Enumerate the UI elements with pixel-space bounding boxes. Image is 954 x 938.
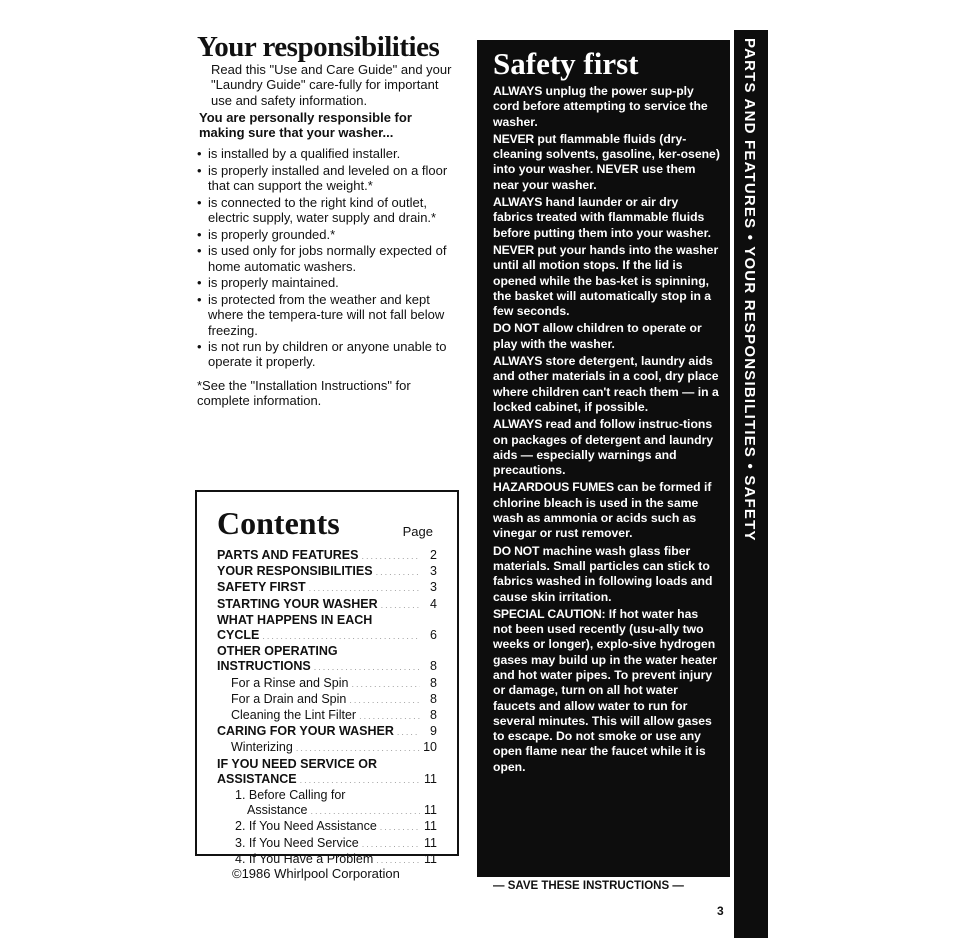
safety-keyword: NEVER (493, 242, 534, 257)
contents-title: Contents (217, 505, 340, 541)
toc-entry (217, 644, 437, 659)
safety-keyword: HAZARDOUS FUMES (493, 480, 614, 495)
toc-entry-page: 11 (424, 819, 437, 834)
toc-entry (217, 564, 437, 580)
toc-entry-page: 10 (423, 740, 437, 755)
safety-paragraph (493, 195, 720, 241)
toc-entry (217, 708, 437, 724)
toc-entry-page: 11 (424, 851, 437, 866)
toc-entry-page: 8 (430, 708, 437, 723)
responsibilities-section (197, 62, 459, 408)
toc-entry-page: 8 (430, 659, 437, 674)
toc-entry-page: 11 (424, 803, 437, 818)
safety-text: put flammable fluids (dry-cleaning solvents, gasoline, ker-osene) into your washer. NEVER use them near your washer. (493, 131, 720, 192)
installation-footnote: *See the "Installation Instructions" for complete information. (197, 377, 411, 409)
toc-entry (217, 580, 437, 596)
responsibility-item: • is not run by children or anyone unable to operate it properly. (197, 339, 459, 370)
safety-paragraph (493, 607, 720, 775)
contents-page-label: Page (402, 524, 433, 539)
safety-keyword: ALWAYS (493, 354, 543, 369)
toc-entry-page: 11 (424, 771, 437, 786)
responsibility-item: • is used only for jobs normally expected of home automatic washers. (197, 243, 459, 274)
page-number: 3 (717, 904, 724, 918)
safety-paragraph (493, 417, 720, 478)
safety-text: store detergent, laundry aids and other materials in a cool, dry place where children can't reach them — in a locked cabinet, if possible. (493, 354, 719, 414)
toc-entry-title: For a Drain and Spin (231, 691, 347, 706)
toc-entry (217, 788, 437, 803)
safety-text: unplug the power sup-ply cord before attempting to service the washer. (493, 84, 708, 129)
toc-entry-title: SAFETY FIRST (217, 580, 306, 595)
toc-entry-title: IF YOU NEED SERVICE OR (217, 756, 377, 771)
responsibility-item: • is properly grounded.* (197, 227, 459, 242)
toc-leader-dots (380, 820, 420, 835)
safety-paragraph (493, 480, 720, 541)
safety-text: put your hands into the washer until all motion stops. If the lid is opened while the bas-ket is spinning, the basket will automatically stop in a few seconds. (493, 242, 719, 319)
toc-entry (217, 819, 437, 835)
responsibility-item: • is properly installed and leveled on a floor that can support the weight.* (197, 163, 459, 194)
toc-entry (217, 676, 437, 692)
toc-entry-title: For a Rinse and Spin (231, 675, 349, 690)
toc-entry (217, 772, 437, 788)
toc-leader-dots (262, 629, 420, 644)
copyright-notice: ©1986 Whirlpool Corporation (232, 866, 400, 881)
toc-leader-dots (300, 773, 420, 788)
safety-keyword: DO NOT (493, 543, 540, 558)
toc-entry-title: 1. Before Calling for (235, 788, 346, 803)
toc-entry-title: PARTS AND FEATURES (217, 548, 359, 562)
toc-entry-page: 2 (430, 548, 437, 562)
toc-entry-title: 4. If You Have a Problem (235, 851, 374, 866)
toc-entry-title: OTHER OPERATING (217, 644, 338, 659)
toc-leader-dots (296, 741, 420, 756)
section-side-tab (734, 30, 768, 938)
contents-box (195, 490, 459, 866)
responsibility-item: • is installed by a qualified installer. (197, 146, 459, 161)
safety-instructions (493, 84, 720, 775)
toc-entry-title: YOUR RESPONSIBILITIES (217, 564, 373, 579)
safety-keyword: ALWAYS (493, 84, 543, 98)
safety-text: read and follow instruc-tions on packages of detergent and laundry aids — especially warnings and precautions. (493, 417, 714, 478)
toc-entry-page: 9 (430, 724, 437, 739)
toc-entry (217, 659, 437, 675)
safety-paragraph (493, 544, 720, 605)
side-tab-label: PARTS AND FEATURES • YOUR RESPONSIBILITIES • SAFETY (741, 38, 758, 542)
safety-text: hand launder or air dry fabrics treated with flammable fluids before putting them into your washer. (493, 195, 712, 240)
safety-title: Safety first (493, 46, 639, 81)
safety-paragraph (493, 84, 720, 130)
responsibilities-list (197, 146, 459, 369)
toc-leader-dots (349, 693, 420, 708)
toc-entry (217, 803, 437, 819)
toc-leader-dots (309, 581, 420, 596)
toc-entry (217, 692, 437, 708)
toc-leader-dots (397, 725, 420, 740)
toc-entry (217, 613, 437, 628)
toc-entry (217, 724, 437, 740)
toc-entry-title: Assistance (247, 803, 308, 818)
responsibilities-title: Your responsibilities (197, 31, 440, 63)
safety-keyword: DO NOT (493, 321, 540, 336)
toc-leader-dots (361, 549, 420, 564)
toc-entry (217, 757, 437, 772)
table-of-contents (217, 548, 437, 868)
toc-entry (217, 548, 437, 564)
toc-entry-page: 3 (430, 564, 437, 579)
toc-entry-title: Winterizing (231, 740, 293, 755)
responsibilities-lead: You are personally responsible for making sure that your washer... (199, 109, 412, 141)
toc-entry-page: 6 (430, 628, 437, 643)
toc-entry (217, 740, 437, 756)
toc-entry-title: Cleaning the Lint Filter (231, 708, 357, 723)
toc-entry-page: 8 (430, 675, 437, 690)
toc-entry-title: 2. If You Need Assistance (235, 819, 377, 834)
safety-text: If hot water has not been used recently (usu-ally two weeks or longer), explo-sive hydrogen gases may build up in the water heater and hot water pipes. To prevent injury or damage, turn on all hot water faucets and allow water to run for several minutes. This will allow gases to escape. Do not smoke or use any open flame near the faucet while it is open. (493, 606, 718, 774)
safety-paragraph (493, 132, 720, 193)
toc-leader-dots (314, 660, 420, 675)
toc-entry-title: STARTING YOUR WASHER (217, 596, 378, 611)
toc-entry-title: WHAT HAPPENS IN EACH (217, 612, 373, 627)
toc-leader-dots (359, 709, 420, 724)
toc-entry-title: CYCLE (217, 628, 260, 643)
toc-leader-dots (310, 804, 420, 819)
safety-keyword: SPECIAL CAUTION: (493, 606, 606, 621)
toc-entry-page: 11 (424, 835, 437, 850)
safety-paragraph (493, 321, 720, 352)
toc-leader-dots (376, 565, 420, 580)
toc-leader-dots (362, 837, 420, 852)
toc-entry (217, 597, 437, 613)
responsibility-item: • is connected to the right kind of outlet, electric supply, water supply and drain.* (197, 195, 459, 226)
safety-text: can be formed if chlorine bleach is used in the same wash as ammonia or acids such as vinegar or rust remover. (493, 480, 712, 541)
safety-text: allow children to operate or play with the washer. (493, 321, 702, 351)
toc-entry-page: 4 (430, 596, 437, 611)
safety-keyword: ALWAYS (493, 195, 543, 210)
toc-entry-title: CARING FOR YOUR WASHER (217, 724, 394, 739)
safety-keyword: NEVER (493, 131, 534, 146)
safety-keyword: ALWAYS (493, 417, 543, 432)
safety-text: machine wash glass fiber materials. Small particles can stick to fabrics washed in following loads and cause skin irritation. (493, 543, 713, 604)
safety-paragraph (493, 243, 720, 319)
toc-entry (217, 628, 437, 644)
responsibility-item: • is properly maintained. (197, 275, 459, 290)
responsibility-item: • is protected from the weather and kept where the tempera-ture will not fall below freezing. (197, 292, 459, 338)
toc-entry (217, 836, 437, 852)
toc-leader-dots (351, 677, 420, 692)
toc-entry-title: INSTRUCTIONS (217, 659, 311, 674)
responsibilities-intro: Read this "Use and Care Guide" and your "Laundry Guide" care-fully for important use and safety information. (211, 62, 452, 108)
toc-entry-page: 3 (430, 580, 437, 595)
toc-entry-title: 3. If You Need Service (235, 835, 359, 850)
safety-paragraph (493, 354, 720, 415)
safety-panel (477, 40, 730, 877)
toc-entry-page: 8 (430, 691, 437, 706)
toc-entry-title: ASSISTANCE (217, 771, 297, 786)
save-instructions-note: — SAVE THESE INSTRUCTIONS — (493, 880, 684, 892)
toc-leader-dots (381, 598, 420, 613)
